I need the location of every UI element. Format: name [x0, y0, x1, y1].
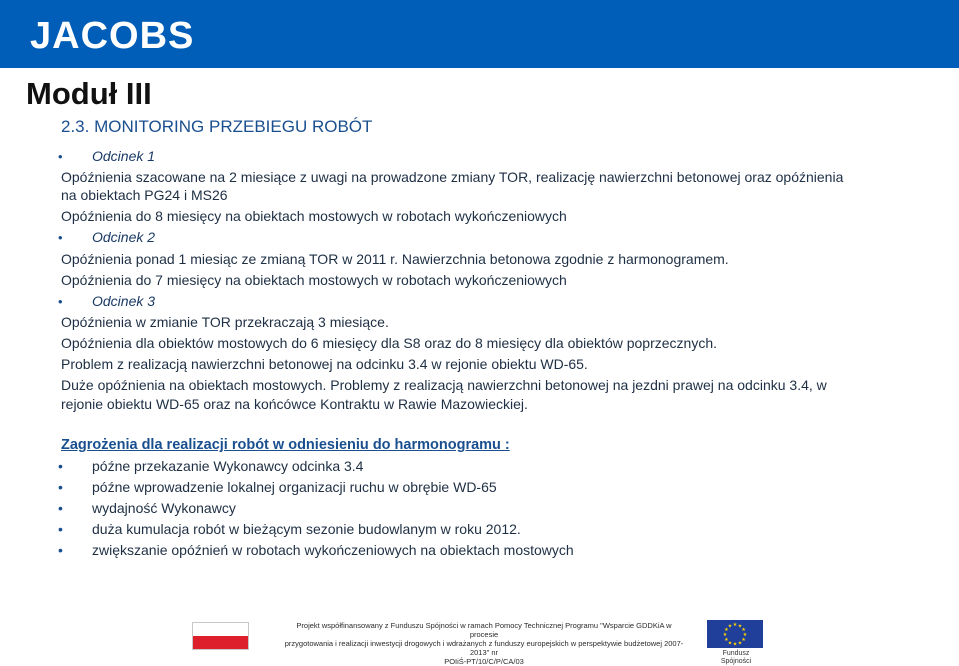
footer-line: Projekt współfinansowany z Funduszu Spójności w ramach Pomocy Technicznej Programu "Wsparcie GDDKiA w procesie	[296, 621, 672, 639]
svg-text:★: ★	[737, 640, 743, 647]
bullet-icon: •	[58, 294, 63, 309]
footer-line: POIiŚ-PT/10/C/P/CA/03	[444, 657, 524, 666]
section-heading: Odcinek 3	[92, 293, 156, 309]
text-line: Opóźnienia szacowane na 2 miesiące z uwagi na prowadzone zmiany TOR, realizację nawierzchni betonowej oraz opóźnienia	[61, 169, 844, 185]
text-line: Opóźnienia dla obiektów mostowych do 6 miesięcy dla S8 oraz do 8 miesięcy dla obiektów poprzecznych.	[61, 335, 718, 351]
text-line: Duże opóźnienia na obiektach mostowych. Problemy z realizacją nawierzchni betonowej na jezdni prawej na odcinku 3.4, w	[61, 377, 827, 393]
threats-heading: Zagrożenia dla realizacji robót w odniesieniu do harmonogramu :	[61, 437, 510, 453]
slide-subtitle: 2.3. MONITORING PRZEBIEGU ROBÓT	[61, 117, 373, 136]
eu-flag-icon	[707, 620, 763, 648]
bullet-icon: •	[58, 230, 63, 245]
svg-text:★: ★	[741, 636, 746, 643]
bullet-icon: •	[58, 521, 63, 537]
section-heading: Odcinek 2	[92, 229, 156, 245]
svg-text:JACOBS: JACOBS	[30, 15, 195, 54]
text-line: Opóźnienia ponad 1 miesiąc ze zmianą TOR w 2011 r. Nawierzchnia betonowa zgodnie z harmonogramem.	[61, 251, 729, 267]
text-line: Opóźnienia do 7 miesięcy na obiektach mostowych w robotach wykończeniowych	[61, 272, 567, 288]
bullet-icon: •	[58, 500, 63, 516]
footer-funding-note	[284, 621, 684, 666]
jacobs-logo	[30, 14, 212, 54]
svg-text:★: ★	[724, 636, 729, 643]
svg-text:★: ★	[727, 623, 733, 630]
bullet-icon: •	[58, 149, 63, 164]
threat-item: zwiększanie opóźnień w robotach wykończeniowych na obiektach mostowych	[92, 542, 574, 558]
eu-caption-line: Spójności	[720, 658, 752, 665]
threat-item: późne wprowadzenie lokalnej organizacji ruchu w obrębie WD-65	[92, 479, 497, 495]
footer-line: przygotowania i realizacji inwestycji drogowych i wdrażanych z funduszy europejskich w perspektywie budżetowej 2007-2013" nr	[284, 639, 684, 657]
text-line: Opóźnienia w zmianie TOR przekraczają 3 miesiące.	[61, 314, 389, 330]
threat-item: duża kumulacja robót w bieżącym sezonie budowlanym w roku 2012.	[92, 521, 521, 537]
svg-text:★: ★	[737, 623, 743, 630]
eu-caption-line: Fundusz	[722, 650, 750, 657]
bullet-icon: •	[58, 479, 63, 495]
svg-text:★: ★	[732, 641, 738, 648]
threat-item: późne przekazanie Wykonawcy odcinka 3.4	[92, 458, 364, 474]
text-line: Problem z realizacją nawierzchni betonowej na odcinku 3.4 w rejonie obiektu WD-65.	[61, 356, 588, 372]
text-line: Opóźnienia do 8 miesięcy na obiektach mostowych w robotach wykończeniowych	[61, 208, 567, 224]
bullet-icon: •	[58, 542, 63, 558]
threat-item: wydajność Wykonawcy	[92, 500, 236, 516]
slide-title: Moduł III	[26, 76, 152, 111]
poland-flag-icon	[192, 622, 249, 650]
section-heading: Odcinek 1	[92, 148, 156, 164]
bullet-icon: •	[58, 458, 63, 474]
header-bar	[0, 0, 959, 68]
text-line: rejonie obiektu WD-65 oraz na końcówce Kontraktu w Rawie Mazowieckiej.	[61, 396, 528, 412]
svg-text:★: ★	[727, 640, 733, 647]
text-line: na obiektach PG24 i MS26	[61, 187, 228, 203]
eu-fund-caption	[712, 650, 760, 666]
svg-text:★: ★	[732, 622, 738, 628]
svg-text:★: ★	[741, 626, 746, 633]
svg-text:★: ★	[742, 631, 748, 638]
svg-text:★: ★	[724, 626, 729, 633]
svg-text:★: ★	[722, 631, 728, 638]
